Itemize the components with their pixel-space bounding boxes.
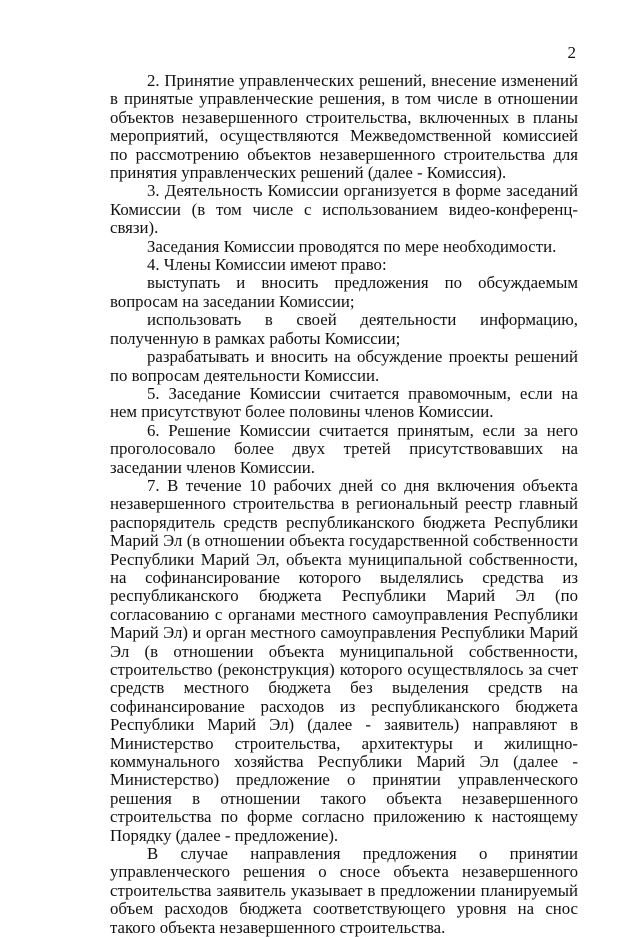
document-body (110, 72, 578, 937)
paragraph-right-information: использовать в своей деятельности информацию, полученную в рамках работы Комиссии; (110, 310, 578, 348)
page-number: 2 (567, 43, 576, 62)
paragraph-right-proposals: выступать и вносить предложения по обсуждаемым вопросам на заседании Комиссии; (110, 273, 578, 311)
paragraph-right-draft-decisions: разрабатывать и вносить на обсуждение проекты решений по вопросам деятельности Комиссии. (110, 347, 578, 385)
paragraph-3-commission-activity: 3. Деятельность Комиссии организуется в форме заседаний Комиссии (в том числе с использованием видео-конференц-связи). (110, 181, 578, 238)
paragraph-demolition-proposal: В случае направления предложения о принятии управленческого решения о сносе объекта незавершенного строительства заявитель указывает в предложении планируемый объем расходов бюджета соответствующего уровня на снос такого объекта незавершенного строительства. (110, 844, 578, 937)
paragraph-meetings-frequency: Заседания Комиссии проводятся по мере необходимости. (147, 236, 557, 256)
paragraph-7-proposal-submission: 7. В течение 10 рабочих дней со дня включения объекта незавершенного строительства в региональный реестр главный распорядитель средств республиканского бюджета Республики Марий Эл (в отношении объекта государственной собственности Республики Марий Эл, объекта муниципальной собственности, на софинансирование которого выделялись средства из республиканского бюджета Республики Марий Эл (по согласованию с органами местного самоуправления Республики Марий Эл) и орган местного самоуправления Республики Марий Эл (в отношении объекта муниципальной собственности, строительство (реконструкция) которого осуществлялось за счет средств местного бюджета без выделения средств на софинансирование расходов из республиканского бюджета Республики Марий Эл) (далее - заявитель) направляют в Министерство строительства, архитектуры и жилищно-коммунального хозяйства Республики Марий Эл (далее - Министерство) предложение о принятии управленческого решения в отношении такого объекта незавершенного строительства по форме согласно приложению к настоящему Порядку (далее - предложение). (110, 475, 578, 845)
paragraph-4-member-rights: 4. Члены Комиссии имеют право: (147, 255, 387, 275)
paragraph-2-decisions: 2. Принятие управленческих решений, внесение изменений в принятые управленческие решения, в том числе в отношении объектов незавершенного строительства, включенных в планы мероприятий, осуществляются Межведомственной комиссией по рассмотрению объектов незавершенного строительства для принятия управленческих решений (далее - Комиссия). (110, 71, 578, 183)
paragraph-6-decision-vote: 6. Решение Комиссии считается принятым, если за него проголосовало более двух третей присутствовавших на заседании членов Комиссии. (110, 420, 578, 477)
paragraph-5-quorum: 5. Заседание Комиссии считается правомочным, если на нем присутствуют более половины членов Комиссии. (110, 383, 578, 422)
